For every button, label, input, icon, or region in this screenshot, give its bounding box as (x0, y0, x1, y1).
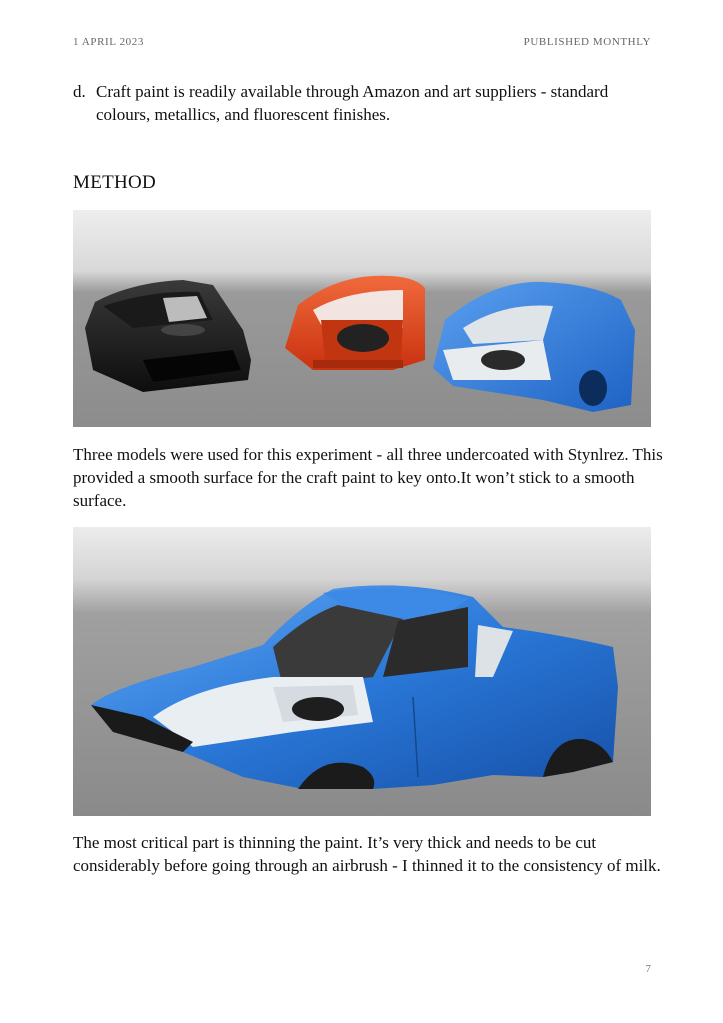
list-marker: d. (73, 82, 86, 101)
page-number: 7 (645, 963, 651, 975)
three-car-bodies-photo (73, 210, 651, 427)
section-heading: METHOD (73, 172, 157, 193)
page-header (73, 36, 651, 48)
paragraph-thinning: The most critical part is thinning the paint. It’s very thick and needs to be cut considerably before going through an airbrush - I thinned it to the consistency of milk. (73, 833, 661, 875)
paragraph-undercoat: Three models were used for this experiment - all three undercoated with Stynlrez. This provided a smooth surface for the craft paint to key onto.It won’t stick to a smooth surface. (73, 445, 663, 510)
publication-frequency: PUBLISHED MONTHLY (523, 36, 651, 48)
issue-date: 1 APRIL 2023 (73, 36, 144, 48)
list-item-text: Craft paint is readily available through Amazon and art suppliers - standard colours, metallics, and fluorescent finishes. (96, 82, 609, 124)
blue-car-closeup-photo (73, 527, 651, 816)
list-item-d (73, 80, 653, 126)
